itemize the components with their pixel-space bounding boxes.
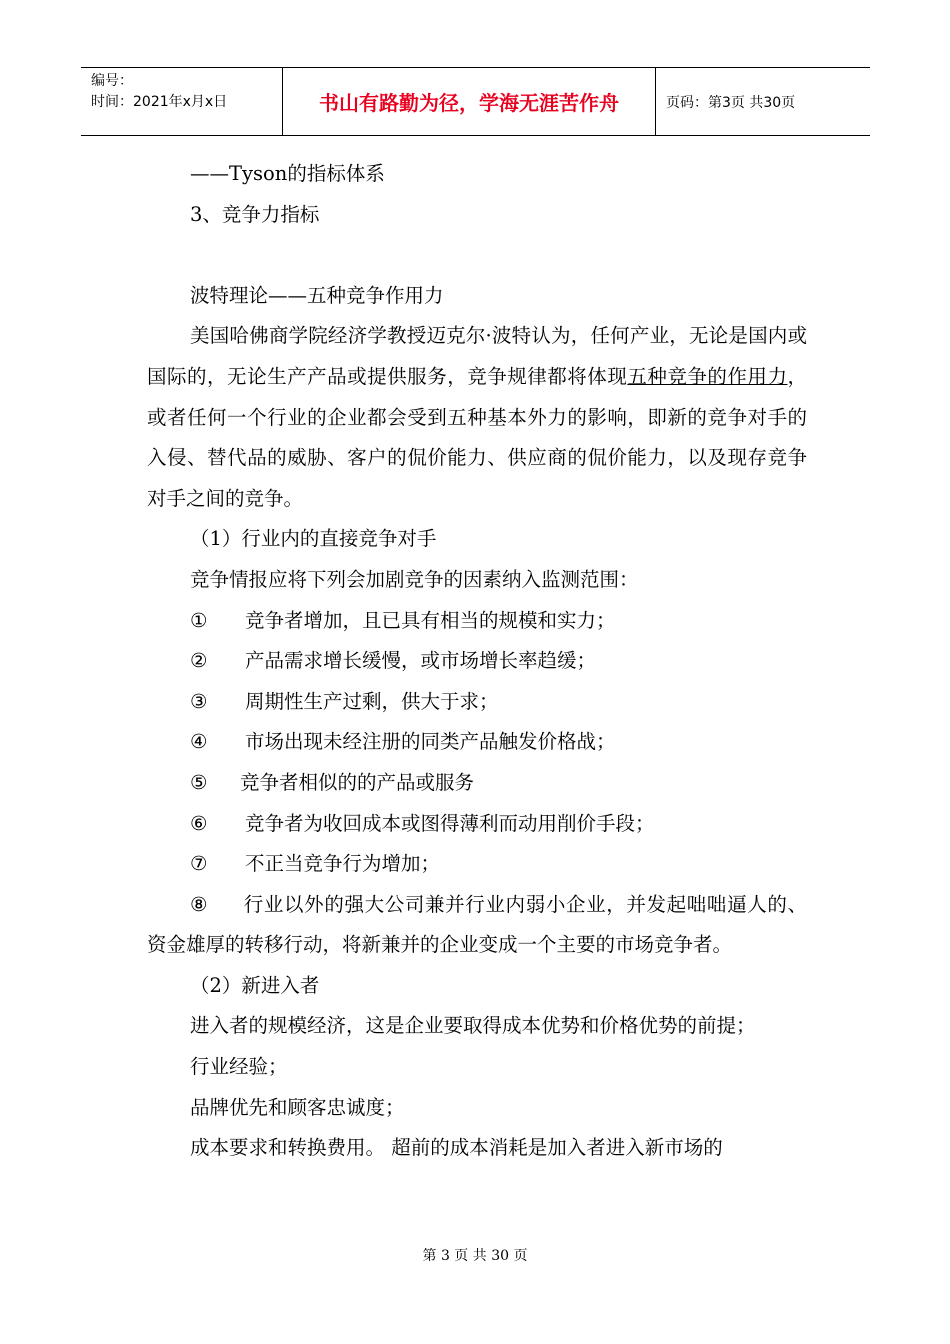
body-paragraph: 品牌优先和顾客忠诚度； <box>190 1095 405 1119</box>
paragraph-text: 美国哈佛商学院经济学教授迈克尔·波特认为，任何产业，无论是国内或国际的，无论生产产品或提供服务，竞争规律都将体现 <box>147 324 807 388</box>
item-number: ③ <box>190 689 208 713</box>
porter-heading: 波特理论——五种竞争作用力 <box>190 283 444 307</box>
item-number: ⑦ <box>190 852 208 876</box>
document-header <box>81 67 870 136</box>
list-item <box>147 641 807 682</box>
item-text: 竞争者相似的的产品或服务 <box>240 770 475 794</box>
item-text: 竞争者增加，且已具有相当的规模和实力； <box>245 608 616 632</box>
list-item <box>147 763 807 804</box>
date-label: 时间：2021年x月x日 <box>91 94 228 110</box>
monitoring-intro: 竞争情报应将下列会加剧竞争的因素纳入监测范围： <box>190 567 639 591</box>
item-number: ① <box>190 608 208 632</box>
item-number: ⑧ <box>190 892 209 916</box>
header-page-label: 页码：第3页 共30页 <box>666 94 796 111</box>
list-item-wrapped <box>147 885 807 966</box>
body-paragraph: 进入者的规模经济，这是企业要取得成本优势和价格优势的前提； <box>190 1014 756 1038</box>
body-paragraph: 行业经验； <box>190 1055 288 1079</box>
serial-label: 编号： <box>91 73 133 89</box>
paragraph-text: ，或者任何一个行业的企业都会受到五种基本外力的影响，即新的竞争对手的入侵、替代品的威胁、客户的侃价能力、供应商的侃价能力，以及现存竞争对手之间的竞争。 <box>147 364 807 510</box>
subheading-direct-competitors: （1）行业内的直接竞争对手 <box>190 527 437 551</box>
item-text: 竞争者为收回成本或图得薄利而动用削价手段； <box>245 811 655 835</box>
item-number: ⑤ <box>190 770 208 794</box>
section-heading: 3、竞争力指标 <box>190 202 320 226</box>
item-text: 产品需求增长缓慢，或市场增长率趋缓； <box>245 649 597 673</box>
list-item <box>147 844 807 885</box>
item-text: 周期性生产过剩，供大于求； <box>245 689 499 713</box>
item-number: ④ <box>190 730 208 754</box>
list-item <box>147 722 807 763</box>
document-body <box>147 154 807 1169</box>
item-text: 市场出现未经注册的同类产品触发价格战； <box>245 730 616 754</box>
item-text: 不正当竞争行为增加； <box>245 852 441 876</box>
page-footer: 第 3 页 共 30 页 <box>422 1248 528 1264</box>
blank-line <box>147 235 807 276</box>
body-paragraph: 成本要求和转换费用。 超前的成本消耗是加入者进入新市场的 <box>190 1136 723 1160</box>
list-item <box>147 601 807 642</box>
underlined-phrase: 五种竞争的作用力 <box>627 364 788 388</box>
list-item <box>147 804 807 845</box>
header-meta <box>81 68 282 135</box>
porter-paragraph <box>147 316 807 519</box>
subheading-new-entrants: （2）新进入者 <box>190 973 320 997</box>
item-text: 行业以外的强大公司兼并行业内弱小企业，并发起咄咄逼人的、资金雄厚的转移行动，将新兼并的企业变成一个主要的市场竞争者。 <box>147 892 807 957</box>
body-line: ——Tyson的指标体系 <box>190 162 385 185</box>
list-item <box>147 682 807 723</box>
item-number: ② <box>190 649 208 673</box>
item-number: ⑥ <box>190 811 208 835</box>
header-motto: 书山有路勤为径，学海无涯苦作舟 <box>282 68 656 135</box>
